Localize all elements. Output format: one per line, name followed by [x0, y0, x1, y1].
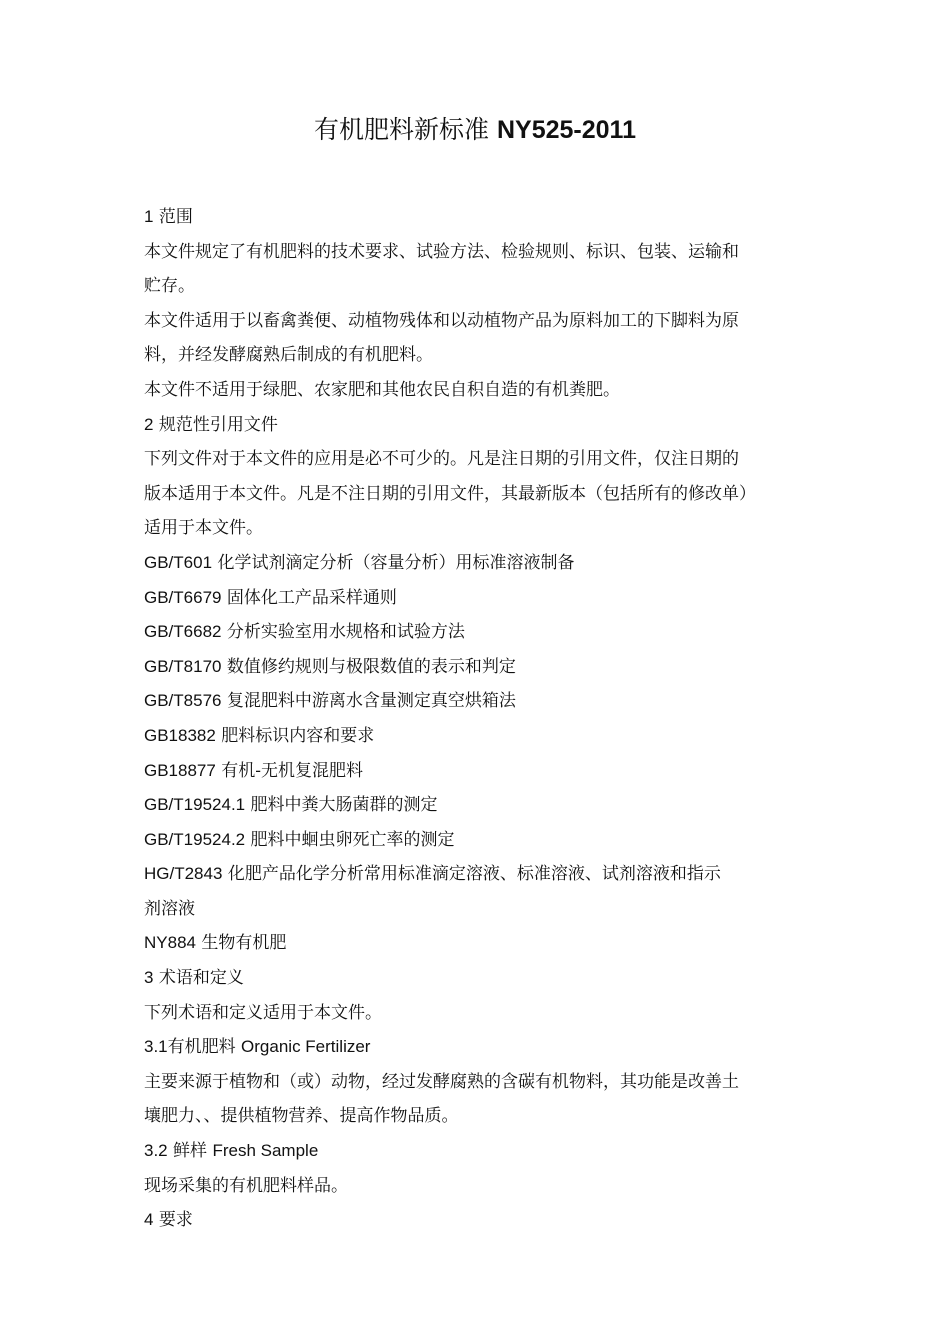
line-text: 生物有机肥 — [195, 933, 287, 954]
line-text: 料，并经发酵腐熟后制成的有机肥料。 — [144, 345, 433, 366]
document-title — [0, 112, 950, 148]
line-text: 肥料中蛔虫卵死亡率的测定 — [245, 829, 455, 850]
line-text: 下列术语和定义适用于本文件。 — [144, 1002, 382, 1023]
line-text: 适用于本文件。 — [144, 518, 263, 539]
text-line — [144, 1099, 809, 1134]
line-code: 4 — [144, 1210, 154, 1230]
line-text: 鲜样 Fresh Sample — [167, 1141, 319, 1162]
text-line — [144, 1030, 809, 1065]
line-code: 1 — [144, 207, 154, 226]
line-text: 壤肥力、、提供植物营养、提高作物品质。 — [144, 1106, 459, 1127]
line-text: 范围 — [153, 207, 193, 227]
line-code: GB/T6682 — [144, 622, 222, 642]
text-line — [144, 1134, 809, 1169]
document-body — [144, 200, 809, 1238]
text-line — [144, 857, 809, 892]
line-code: GB/T6679 — [144, 587, 222, 607]
text-line — [144, 996, 809, 1031]
text-line — [144, 615, 809, 650]
line-text: 分析实验室用水规格和试验方法 — [221, 622, 465, 643]
line-code: 3.2 — [144, 1141, 168, 1161]
line-text: 贮存。 — [144, 276, 195, 297]
text-line — [144, 200, 809, 235]
line-text: 规范性引用文件 — [153, 414, 278, 435]
line-code: 3.1 — [144, 1037, 168, 1057]
text-line — [144, 823, 809, 858]
text-line — [144, 684, 809, 719]
line-code: GB18382 — [144, 725, 216, 745]
text-line — [144, 926, 809, 961]
line-text: 术语和定义 — [153, 968, 244, 989]
text-line — [144, 304, 809, 339]
line-text: 主要来源于植物和（或）动物，经过发酵腐熟的含碳有机物料，其功能是改善土 — [144, 1071, 739, 1092]
line-code: 2 — [144, 414, 154, 434]
line-code: GB/T601 — [144, 552, 213, 572]
text-line — [144, 719, 809, 754]
line-code: GB/T19524.1 — [144, 795, 246, 815]
text-line — [144, 1203, 809, 1238]
line-text: 化肥产品化学分析常用标准滴定溶液、标准溶液、试剂溶液和指示 — [222, 864, 721, 885]
text-line — [144, 1065, 809, 1100]
line-code: GB/T8170 — [144, 656, 222, 676]
line-text: 肥料中粪大肠菌群的测定 — [245, 795, 438, 816]
text-line — [144, 961, 809, 996]
text-line — [144, 511, 809, 546]
line-code: GB/T19524.2 — [144, 829, 246, 849]
text-line — [144, 373, 809, 408]
text-line — [144, 235, 809, 270]
text-line — [144, 546, 809, 581]
line-text: 复混肥料中游离水含量测定真空烘箱法 — [221, 691, 516, 712]
line-text: 版本适用于本文件。凡是不注日期的引用文件，其最新版本（包括所有的修改单） — [144, 483, 756, 504]
line-text: 下列文件对于本文件的应用是必不可少的。凡是注日期的引用文件，仅注日期的 — [144, 449, 739, 470]
title-chinese: 有机肥料新标准 — [314, 115, 490, 144]
line-text: 本文件规定了有机肥料的技术要求、试验方法、检验规则、标识、包装、运输和 — [144, 241, 739, 262]
line-text: 有机肥料 Organic Fertilizer — [167, 1037, 371, 1058]
line-text: 固体化工产品采样通则 — [221, 587, 397, 608]
line-text: 本文件不适用于绿肥、农家肥和其他农民自积自造的有机粪肥。 — [144, 379, 620, 400]
title-standard-code: NY525-2011 — [496, 116, 636, 144]
line-code: GB18877 — [144, 760, 216, 780]
line-text: 要求 — [153, 1210, 193, 1231]
line-text: 本文件适用于以畜禽粪便、动植物残体和以动植物产品为原料加工的下脚料为原 — [144, 310, 739, 331]
text-line — [144, 269, 809, 304]
text-line — [144, 1169, 809, 1204]
text-line — [144, 581, 809, 616]
line-text: 现场采集的有机肥料样品。 — [144, 1175, 348, 1196]
line-text: 数值修约规则与极限数值的表示和判定 — [221, 656, 516, 677]
text-line — [144, 754, 809, 789]
text-line — [144, 408, 809, 443]
text-line — [144, 788, 809, 823]
line-code: HG/T2843 — [144, 864, 223, 884]
line-text: 有机-无机复混肥料 — [215, 760, 363, 781]
line-text: 剂溶液 — [144, 898, 195, 919]
line-code: GB/T8576 — [144, 691, 222, 711]
line-text: 化学试剂滴定分析（容量分析）用标准溶液制备 — [212, 552, 575, 573]
line-code: 3 — [144, 968, 154, 988]
text-line — [144, 650, 809, 685]
text-line — [144, 477, 809, 512]
line-code: NY884 — [144, 933, 196, 953]
text-line — [144, 338, 809, 373]
line-text: 肥料标识内容和要求 — [215, 725, 375, 746]
text-line — [144, 892, 809, 927]
text-line — [144, 442, 809, 477]
